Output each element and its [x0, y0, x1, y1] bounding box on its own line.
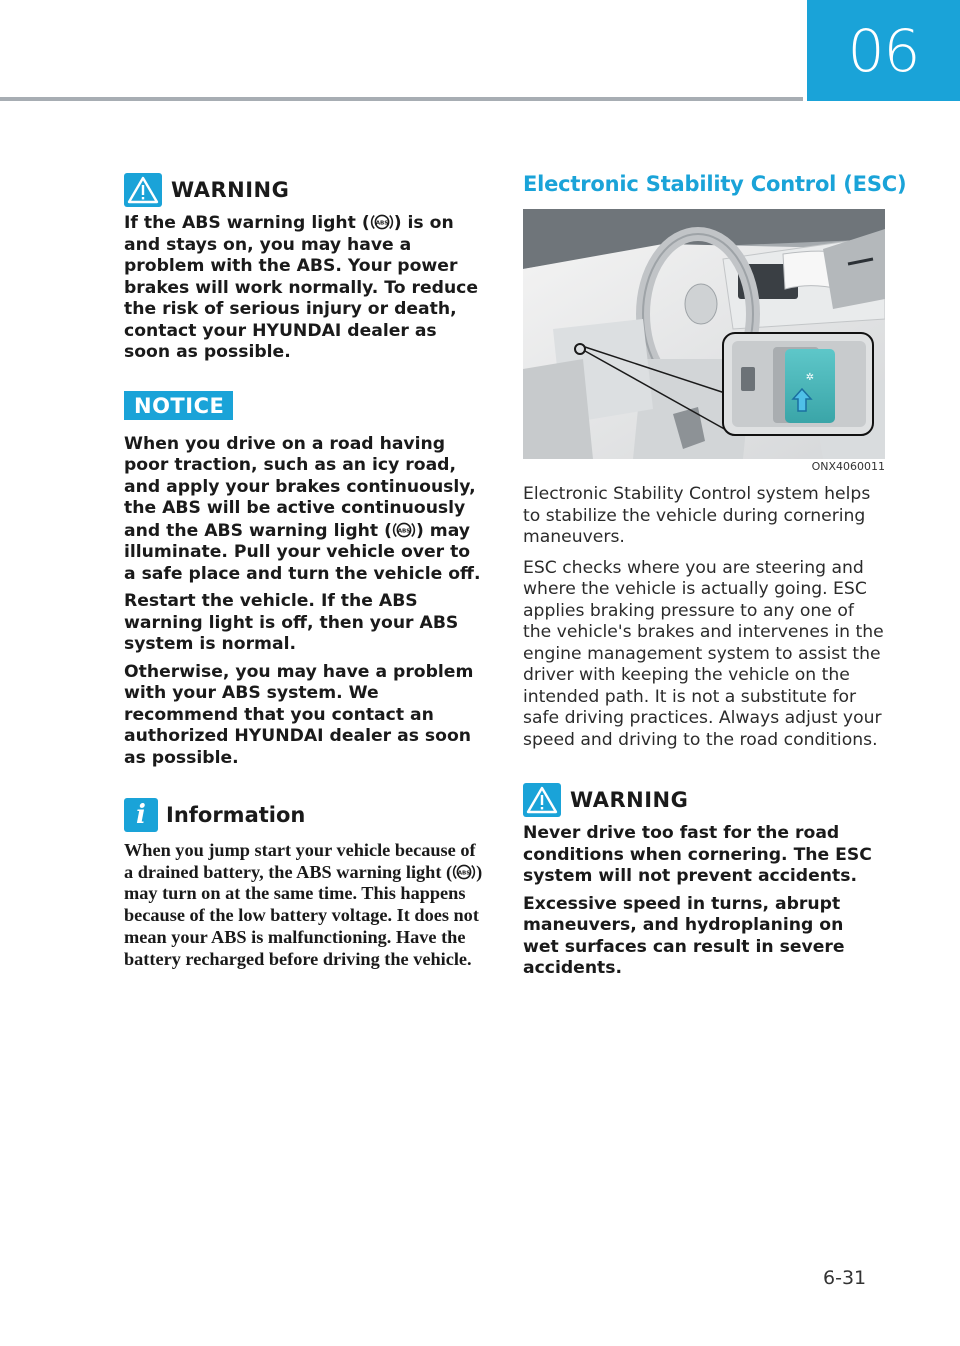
esc-warning-paragraph-1: Never drive too fast for the road conditions when cornering. The ESC system will not prevent accidents.	[523, 823, 872, 886]
esc-warning-block	[523, 782, 885, 980]
information-icon: i	[124, 798, 158, 832]
notice-paragraph-3: Otherwise, you may have a problem with your ABS system. We recommend that you contact an authorized HYUNDAI dealer as soon as possible.	[124, 661, 474, 768]
information-title: Information	[166, 803, 306, 827]
cockpit-illustration	[523, 209, 885, 459]
warning-text: If the ABS warning light ( ) is on and stays on, you may have a problem with the ABS. Your power brakes will work normally. To reduce the risk of serious injury or death, contact your HYUNDAI dealer as soon as possible.	[124, 213, 479, 362]
warning-triangle-icon	[124, 173, 162, 207]
esc-warning-paragraph-2: Excessive speed in turns, abrupt maneuvers, and hydroplaning on wet surfaces can result in severe accidents.	[523, 893, 845, 978]
esc-paragraph-2: ESC checks where you are steering and where the vehicle is actually going. ESC applies braking pressure to any one of the vehicle's brakes and intervenes in the engine management system to assist the driver with keeping the vehicle on the intended path. It is not a substitute for safe driving practices. Always adjust your speed and driving to the road conditions.	[523, 557, 884, 750]
notice-paragraph-2: Restart the vehicle. If the ABS warning light is off, then your ABS system is normal.	[124, 591, 459, 654]
svg-text:✲: ✲	[805, 372, 815, 383]
information-text: When you jump start your vehicle because of a drained battery, the ABS warning light ( ) may turn on at the same time. This happens because of the low battery voltage. It does not mean your ABS is malfunctioning. Have the battery recharged before driving the vehicle.	[124, 840, 483, 969]
warning-title: WARNING	[570, 788, 689, 812]
warning-title: WARNING	[171, 178, 290, 202]
figure-code: ONX4060011	[811, 460, 885, 473]
esc-figure	[523, 209, 885, 459]
chapter-tab: 06	[807, 0, 960, 101]
information-block	[124, 797, 486, 970]
abs-warning-light-icon	[370, 212, 394, 232]
notice-label: NOTICE	[124, 391, 233, 420]
warning-triangle-icon	[523, 783, 561, 817]
left-column	[124, 172, 486, 970]
warning-header	[124, 172, 486, 208]
abs-warning-light-icon	[452, 862, 476, 882]
esc-off-button-icon	[785, 349, 835, 423]
information-header	[124, 797, 486, 833]
warning-header	[523, 782, 885, 818]
header-rule	[0, 97, 803, 101]
page-number: 6-31	[823, 1267, 867, 1289]
esc-button-callout	[723, 333, 873, 435]
abs-warning-light-icon	[392, 520, 416, 540]
right-column	[523, 172, 907, 980]
section-title: Electronic Stability Control (ESC)	[523, 172, 907, 196]
notice-paragraph-1: When you drive on a road having poor traction, such as an icy road, and apply your brakes continuously, the ABS will be active continuously and the ABS warning light ( ) may illuminate. Pull your vehicle over to a safe place and turn the vehicle off.	[124, 433, 481, 584]
esc-paragraph-1: Electronic Stability Control system helps to stabilize the vehicle during cornering maneuvers.	[523, 484, 871, 547]
notice-block	[124, 391, 486, 770]
